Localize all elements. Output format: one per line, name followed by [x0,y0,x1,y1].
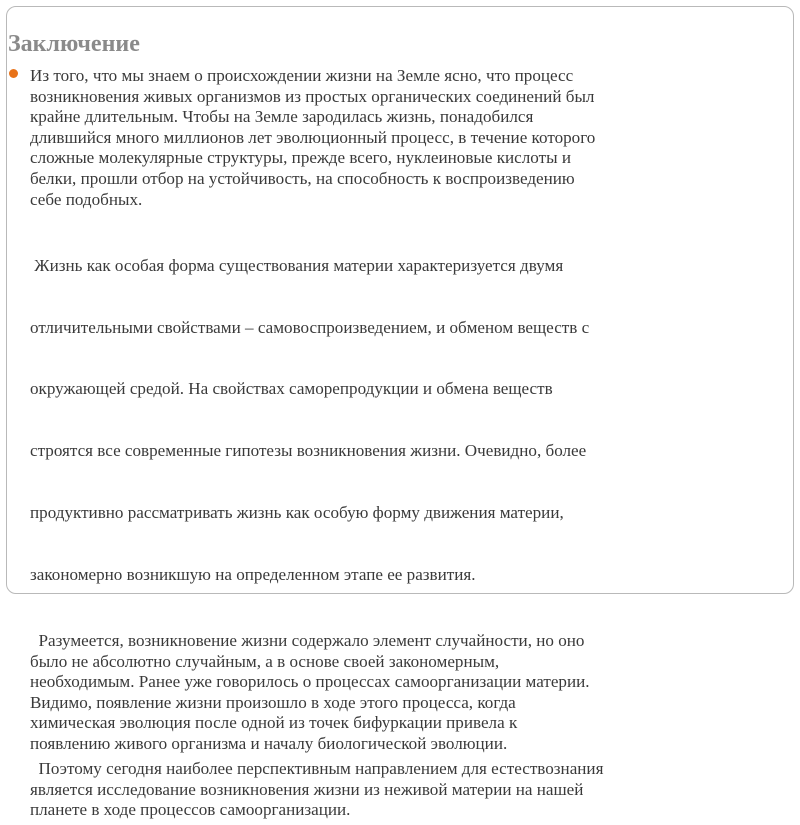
text-line: возникновения живых организмов из простых органических соединений был [30,86,595,106]
text-line: Разумеется, возникновение жизни содержало элемент случайности, но оно [30,631,585,651]
text-line: было не абсолютно случайным, а в основе своей закономерным, [30,651,500,671]
text-line: крайне длительным. Чтобы на Земле зародилась жизнь, понадобился [30,107,534,127]
text-line: Жизнь как особая форма существования материи характеризуется двумя [30,255,564,275]
slide-body [16,66,786,825]
text-line: отличительными свойствами – самовоспроизведением, и обменом веществ с [30,317,590,337]
text-line: химическая эволюция после одной из точек бифуркации привела к [30,713,518,733]
slide-title: Заключение [8,31,140,57]
text-line: себе подобных. [30,189,143,209]
text-line: Поэтому сегодня наиболее перспективным направлением для естествознания [30,759,604,779]
text-line: закономерно возникшую на определенном этапе ее развития. [30,564,476,584]
text-line: длившийся много миллионов лет эволюционный процесс, в течение которого [30,127,596,147]
text-line: Видимо, появление жизни произошло в ходе этого процесса, когда [30,692,516,712]
text-line: строятся все современные гипотезы возникновения жизни. Очевидно, более [30,441,587,461]
text-line: белки, прошли отбор на устойчивость, на способность к воспроизведению [30,168,575,188]
text-line: необходимым. Ранее уже говорилось о процессах самоорганизации материи. [30,672,590,692]
paragraph-1 [16,66,786,210]
paragraph-2 [16,215,786,627]
text-line: появлению живого организма и началу биологической эволюции. [30,734,508,753]
text-line: является исследование возникновения жизни из неживой материи на нашей [30,779,584,799]
paragraph-4 [16,759,786,821]
text-line: продуктивно рассматривать жизнь как особую форму движения материи, [30,502,564,522]
bullet-icon [9,69,18,78]
text-line: окружающей средой. На свойствах саморепродукции и обмена веществ [30,379,553,399]
text-line: сложные молекулярные структуры, прежде всего, нуклеиновые кислоты и [30,148,571,168]
paragraph-3 [16,631,786,755]
text-line: Из того, что мы знаем о происхождении жизни на Земле ясно, что процесс [30,66,574,85]
text-line: планете в ходе процессов самоорганизации. [30,800,351,820]
